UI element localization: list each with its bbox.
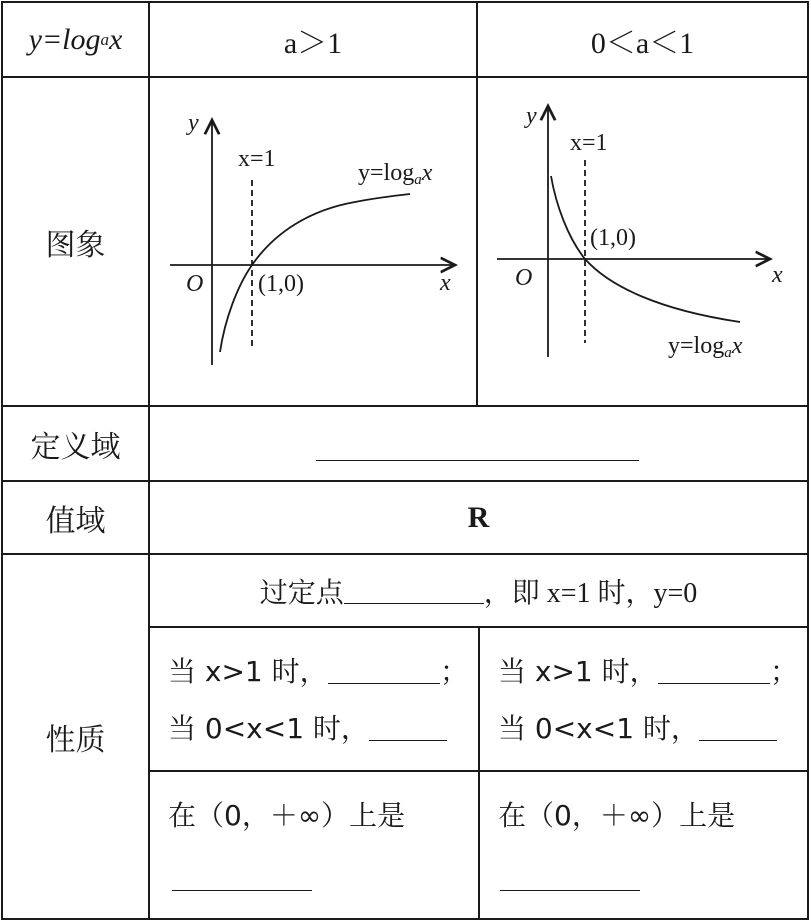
row-label-graph-text: 图象 (45, 227, 106, 263)
left-x-gt-1-blank[interactable] (328, 657, 440, 684)
header-function-label: y=log (28, 22, 101, 56)
right-x-gt-1 (498, 645, 798, 695)
graph2-y-label: y (526, 103, 537, 129)
graph1-origin: O (186, 271, 204, 297)
left-monotonic-blank[interactable] (172, 890, 312, 891)
graph2-point-label: (1,0) (590, 225, 636, 251)
right-0-x-1-text: 当 0<x<1 时， (498, 712, 699, 745)
left-x-gt-1 (168, 645, 468, 695)
right-0-x-1 (498, 702, 798, 752)
graph2-origin: O (515, 265, 533, 291)
graph1-point-label: (1,0) (258, 271, 304, 297)
right-monotonic-blank[interactable] (500, 890, 640, 891)
right-monotonic-text: 在（0，＋∞）上是 (498, 799, 736, 832)
domain-answer-blank[interactable] (316, 460, 639, 461)
right-monotonic (498, 789, 798, 839)
left-semicolon: ； (439, 655, 468, 688)
fixed-point-suffix: ，即 x=1 时，y=0 (483, 577, 698, 609)
right-x-gt-1-blank[interactable] (658, 657, 770, 684)
header-function-var: x (109, 22, 123, 56)
fixed-point-blank[interactable] (344, 577, 484, 604)
graph2-vline-label: x=1 (570, 130, 608, 156)
right-x-gt-1-text: 当 x>1 时， (498, 655, 658, 688)
right-0-x-1-blank[interactable] (699, 714, 777, 741)
graph1-x-label: x (440, 270, 451, 296)
left-x-gt-1-text: 当 x>1 时， (168, 655, 328, 688)
right-semicolon: ； (769, 655, 798, 688)
left-monotonic-text: 在（0，＋∞）上是 (168, 799, 406, 832)
row-label-domain-text: 定义域 (30, 429, 121, 465)
graph2-x-label: x (772, 262, 783, 288)
range-value (149, 481, 808, 554)
graph1-vline-label: x=1 (238, 146, 276, 172)
graph1-curve-label: y=logax (358, 160, 433, 188)
left-0-x-1-text: 当 0<x<1 时， (168, 712, 369, 745)
header-col2-text: 0＜a＜1 (590, 26, 695, 60)
graph1-y-label: y (188, 110, 199, 136)
header-col1-text: a＞1 (283, 26, 343, 60)
fixed-point-row (149, 554, 808, 627)
left-0-x-1-blank[interactable] (369, 714, 447, 741)
left-monotonic (168, 789, 468, 839)
left-0-x-1 (168, 702, 468, 752)
graph2-curve-label: y=logax (668, 333, 743, 361)
header-function-sub: a (100, 29, 110, 49)
fixed-point-prefix: 过定点 (259, 575, 344, 609)
graph2-curve (551, 176, 740, 322)
row-label-range-text: 值域 (45, 503, 106, 539)
row-label-property-text: 性质 (45, 722, 106, 758)
range-value-text: R (467, 500, 490, 534)
